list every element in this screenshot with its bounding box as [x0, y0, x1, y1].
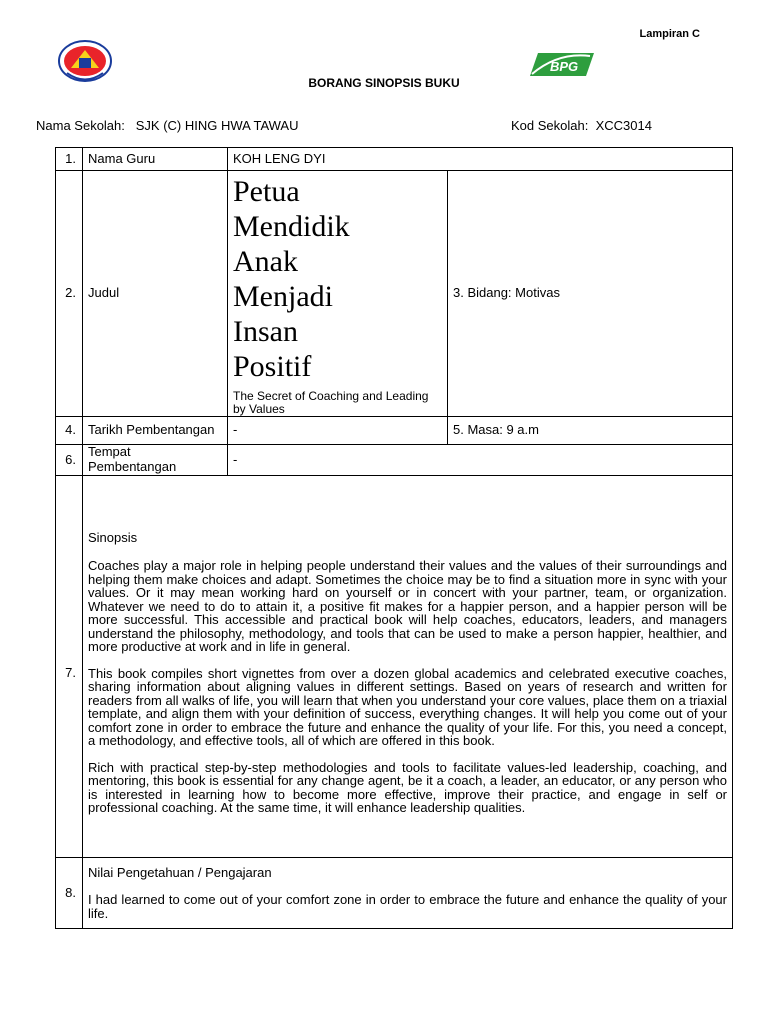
synopsis-cell: [83, 476, 733, 858]
synopsis-paragraph: Rich with practical step-by-step methodologies and tools to facilitate values-led leadership, coaching, and mentoring, this book is essential for any change agent, be it a coach, a leader, an educator, or any person who is interested in learning how to become more effective, improve their practice, and engage in self or professional coaching. At the same time, it will enhance leadership qualities.: [88, 759, 727, 816]
synopsis-paragraph: Coaches play a major role in helping people understand their values and the values of their surroundings and helping them make choices and adapt. Sometimes the choice may be to find a situation more in sync with your values. Or it may mean working hard on yourself or in concert with your partner, team, or organization. Whatever we need to do to attain it, a positive fit makes for a happier person, and a happier person will be more successful. This accessible and practical book will help coaches, educators, leaders, and managers understand the philosophy, methodology, and tools that can be used to make a person happier, healthier, and more productive at work and in life in general.: [88, 558, 727, 655]
row-lesson: [56, 858, 733, 929]
teacher-name-label: Nama Guru: [83, 148, 228, 171]
row-title: [56, 171, 733, 417]
lesson-text: I had learned to come out of your comfort zone in order to embrace the future and enhance the quality of your life.: [88, 892, 727, 921]
school-code: [511, 118, 652, 133]
date-label: Tarikh Pembentangan: [83, 417, 228, 445]
row-number: 8.: [56, 858, 83, 929]
row-number: 1.: [56, 148, 83, 171]
teacher-name-value: KOH LENG DYI: [228, 148, 733, 171]
row-date: [56, 417, 733, 445]
title-value: [228, 171, 448, 417]
form-title: BORANG SINOPSIS BUKU: [308, 76, 460, 90]
book-subtitle: The Secret of Coaching and Leading by Values: [233, 389, 429, 416]
book-title-line: Menjadi: [233, 280, 333, 313]
book-title-line: Anak: [233, 245, 298, 278]
row-number: 6.: [56, 445, 83, 476]
school-name-label: Nama Sekolah:: [36, 118, 125, 133]
row-teacher-name: [56, 148, 733, 171]
row-venue: [56, 445, 733, 476]
synopsis-label: Sinopsis: [88, 530, 138, 546]
venue-value: -: [228, 445, 733, 476]
row-number: 4.: [56, 417, 83, 445]
school-name: [36, 118, 298, 133]
field-value: 3. Bidang: Motivas: [448, 171, 733, 417]
lesson-label: Nilai Pengetahuan / Pengajaran: [88, 864, 272, 880]
title-label: Judul: [83, 171, 228, 417]
bpg-logo-text: BPG: [550, 59, 579, 74]
school-code-value: XCC3014: [595, 118, 652, 133]
synopsis-table: [55, 147, 733, 929]
venue-label: Tempat Pembentangan: [83, 445, 228, 476]
school-code-label: Kod Sekolah:: [511, 118, 589, 133]
book-title-line: Mendidik: [233, 210, 350, 243]
synopsis-paragraph: This book compiles short vignettes from over a dozen global academics and celebrated executive coaches, sharing information about aligning values in different settings. Based on years of research and written for readers from all walks of life, you will learn that when you understand your core values, place them on a triaxial template, and align them with your definition of success, everything changes. It will help you come out of your comfort zone in order to embrace the future and enhance the quality of your life. For this, you need a concept, a methodology, and effective tools, all of which are offered in this book.: [88, 665, 727, 749]
appendix-label: Lampiran C: [639, 28, 700, 40]
book-title-line: Positif: [233, 350, 312, 383]
school-name-value: SJK (C) HING HWA TAWAU: [135, 118, 299, 133]
book-title: [233, 174, 442, 384]
lesson-cell: [83, 858, 733, 929]
book-title-line: Petua: [233, 175, 300, 208]
row-number: 7.: [56, 476, 83, 858]
row-synopsis: [56, 476, 733, 858]
book-title-line: Insan: [233, 315, 298, 348]
time-value: 5. Masa: 9 a.m: [448, 417, 733, 445]
row-number: 2.: [56, 171, 83, 417]
date-value: -: [228, 417, 448, 445]
